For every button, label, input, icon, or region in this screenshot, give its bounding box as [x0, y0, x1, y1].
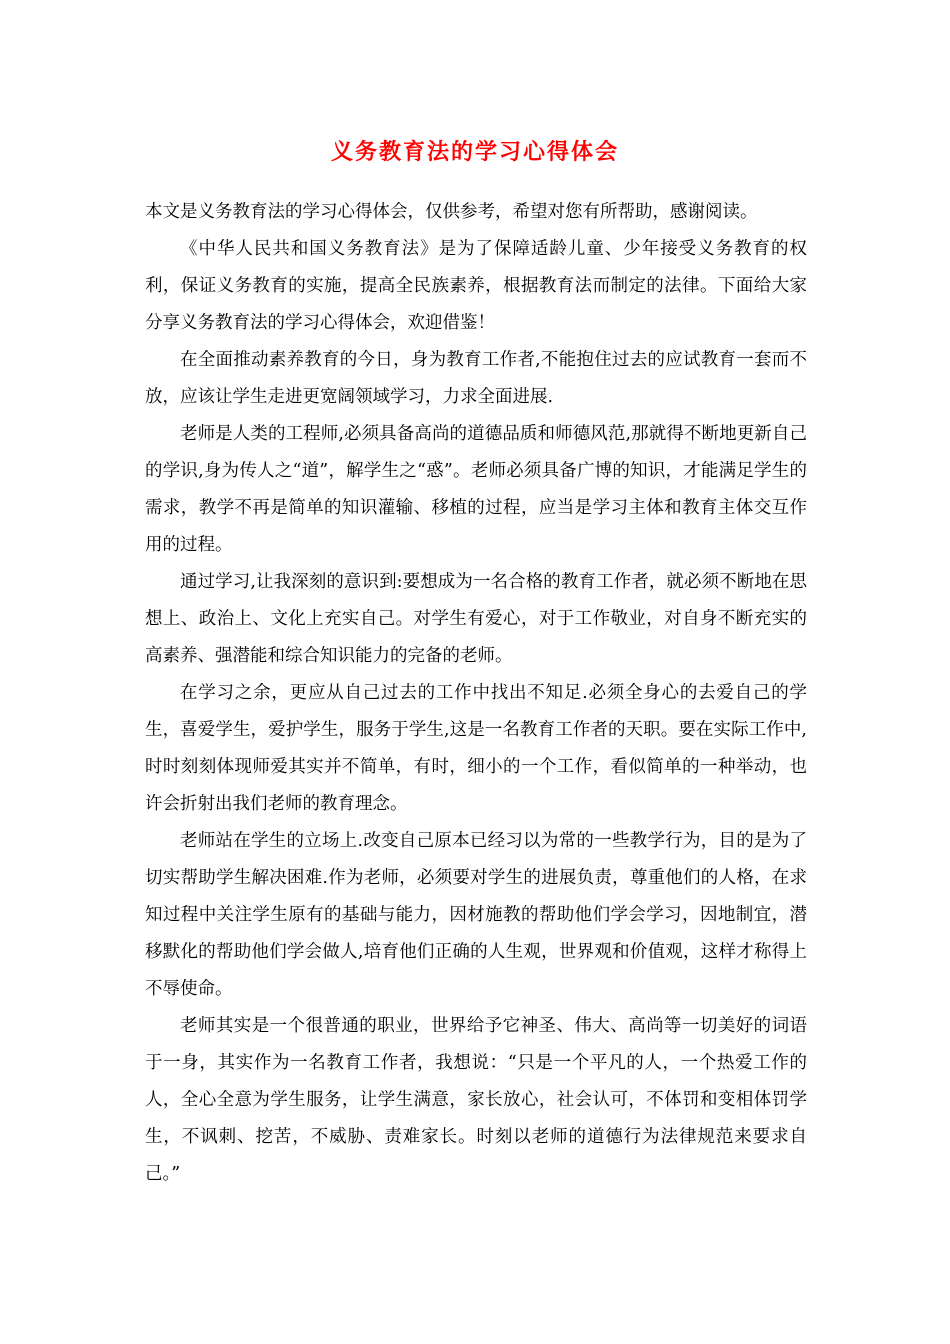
body-paragraph-2: 在全面推动素养教育的今日，身为教育工作者,不能抱住过去的应试教育一套而不放，应该让学生走进更宽阔领域学习，力求全面进展. — [145, 350, 807, 407]
body-paragraph-3: 老师是人类的工程师,必须具备高尚的道德品质和师德风范,那就得不断地更新自己的学识,身为传人之“道”，解学生之“惑”。老师必须具备广博的知识，才能满足学生的需求，教学不再是简单的知识灌输、移植的过程，应当是学习主体和教育主体交互作用的过程。 — [145, 424, 807, 555]
body-paragraph-7: 老师其实是一个很普通的职业，世界给予它神圣、伟大、高尚等一切美好的词语于一身，其实作为一名教育工作者，我想说：“只是一个平凡的人，一个热爱工作的人，全心全意为学生服务，让学生满意，家长放心，社会认可，不体罚和变相体罚学生，不讽刺、挖苦，不威胁、责难家长。时刻以老师的道德行为法律规范来要求自己。” — [145, 1016, 807, 1184]
body-paragraph-4: 通过学习,让我深刻的意识到:要想成为一名合格的教育工作者，就必须不断地在思想上、政治上、文化上充实自己。对学生有爱心，对于工作敬业，对自身不断充实的高素养、强潜能和综合知识能力的完备的老师。 — [145, 572, 807, 666]
body-paragraph-6: 老师站在学生的立场上.改变自己原本已经习以为常的一些教学行为，目的是为了切实帮助学生解决困难.作为老师，必须要对学生的进展负责，尊重他们的人格，在求知过程中关注学生原有的基础与能力，因材施教的帮助他们学会学习，因地制宜，潜移默化的帮助他们学会做人,培育他们正确的人生观，世界观和价值观，这样才称得上不辱使命。 — [145, 831, 807, 999]
body-paragraph-5: 在学习之余，更应从自己过去的工作中找出不知足.必须全身心的去爱自己的学生，喜爱学生，爱护学生，服务于学生,这是一名教育工作者的天职。要在实际工作中,时时刻刻体现师爱其实并不简单，有时，细小的一个工作，看似简单的一种举动，也许会折射出我们老师的教育理念。 — [145, 683, 807, 814]
document-title: 义务教育法的学习心得体会 — [330, 140, 619, 165]
body-paragraph-1: 《中华人民共和国义务教育法》是为了保障适龄儿童、少年接受义务教育的权利，保证义务教育的实施，提高全民族素养，根据教育法而制定的法律。下面给大家分享义务教育法的学习心得体会，欢迎借鉴！ — [145, 239, 807, 333]
intro-paragraph: 本文是义务教育法的学习心得体会，仅供参考，希望对您有所帮助，感谢阅读。 — [145, 202, 758, 222]
document-body — [145, 194, 807, 1193]
